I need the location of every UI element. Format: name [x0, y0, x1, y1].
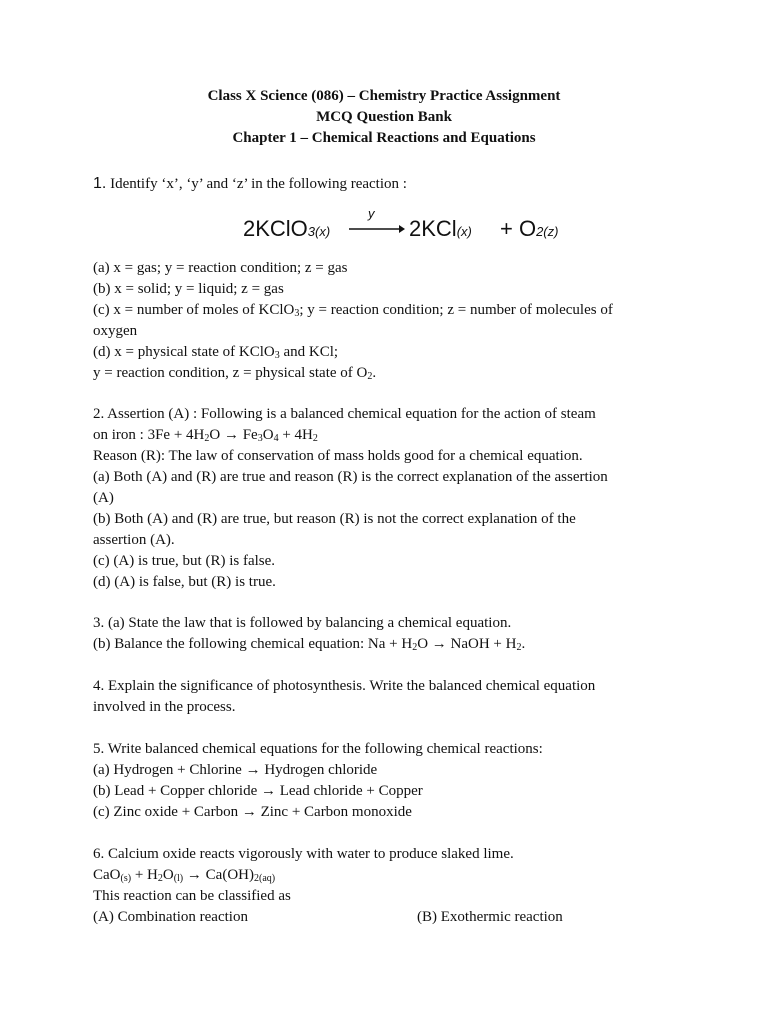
q4-line-1: 4. Explain the significance of photosynthesis. Write the balanced chemical equation: [93, 678, 596, 694]
q5-part-c: (c) Zinc oxide + Carbon → Zinc + Carbon monoxide: [93, 804, 412, 820]
q2-option-c: (c) (A) is true, but (R) is false.: [93, 553, 276, 569]
q1-text: Identify ‘x’, ‘y’ and ‘z’ in the following reaction :: [106, 176, 407, 192]
q5-prompt: 5. Write balanced chemical equations for the following chemical reactions:: [93, 741, 543, 757]
q2-option-d: (d) (A) is false, but (R) is true.: [93, 574, 276, 590]
q3-part-b: (b) Balance the following chemical equation: $Na + H_2O$ → NaOH + $H_2$.: [93, 636, 526, 653]
title-line-1: Class X Science (086) – Chemistry Practice Assignment: [207, 88, 561, 104]
q2-option-a-cont: (A): [93, 490, 114, 506]
q5-part-a: (a) Hydrogen + Chlorine → Hydrogen chloride: [93, 762, 378, 778]
q1-option-c: (c) x = number of moles of KClO$_3$; y = reaction condition; z = number of molecules of: [93, 302, 613, 319]
q2-equation: on iron : $3Fe + 4H_2O \to Fe_3O_4 + 4H_2$: [93, 427, 318, 444]
q1-option-c-cont: oxygen: [93, 323, 138, 339]
q2-option-b: (b) Both (A) and (R) are true, but reason (R) is not the correct explanation of the: [93, 511, 576, 527]
q1-option-b: (b) x = solid; y = liquid; z = gas: [93, 281, 284, 297]
q6-equation: $CaO_{(s)} + H_2O_{(l)} \to Ca(OH)_{2(aq)}$: [93, 867, 276, 884]
q6-classify: This reaction can be classified as: [93, 888, 291, 904]
q2-assertion: 2. Assertion (A) : Following is a balanced chemical equation for the action of steam: [93, 406, 596, 422]
q1-option-d: (d) x = physical state of KClO$_3$ and KCl;: [93, 344, 339, 361]
title-line-3: Chapter 1 – Chemical Reactions and Equations: [232, 130, 536, 146]
q1-option-d-cont: y = reaction condition, z = physical state of $O_2$.: [93, 365, 377, 382]
title-line-2: MCQ Question Bank: [316, 109, 452, 125]
q1-prompt: [93, 175, 407, 193]
q1-equation: [243, 206, 563, 250]
q6-option-a: (A) Combination reaction: [93, 909, 248, 925]
q6-option-b: (B) Exothermic reaction: [417, 909, 563, 925]
q5-part-b: (b) Lead + Copper chloride → Lead chloride + Copper: [93, 783, 423, 799]
q4-line-2: involved in the process.: [93, 699, 236, 715]
q6-prompt: 6. Calcium oxide reacts vigorously with water to produce slaked lime.: [93, 846, 514, 862]
q1-number: 1.: [93, 175, 107, 192]
q1-option-a: (a) x = gas; y = reaction condition; z = gas: [93, 260, 348, 276]
eq-rhs-1: 2KCl(x): [409, 216, 472, 241]
eq-lhs: 2KClO3(x): [243, 216, 331, 241]
reaction-arrow-icon: [349, 224, 405, 234]
q2-reason: Reason (R): The law of conservation of mass holds good for a chemical equation.: [93, 448, 583, 464]
q3-part-a: 3. (a) State the law that is followed by balancing a chemical equation.: [93, 615, 512, 631]
q2-option-a: (a) Both (A) and (R) are true and reason (R) is the correct explanation of the assertion: [93, 469, 608, 485]
eq-arrow-label: y: [368, 206, 375, 221]
eq-rhs-2: + O2(z): [500, 216, 559, 241]
q2-option-b-cont: assertion (A).: [93, 532, 175, 548]
